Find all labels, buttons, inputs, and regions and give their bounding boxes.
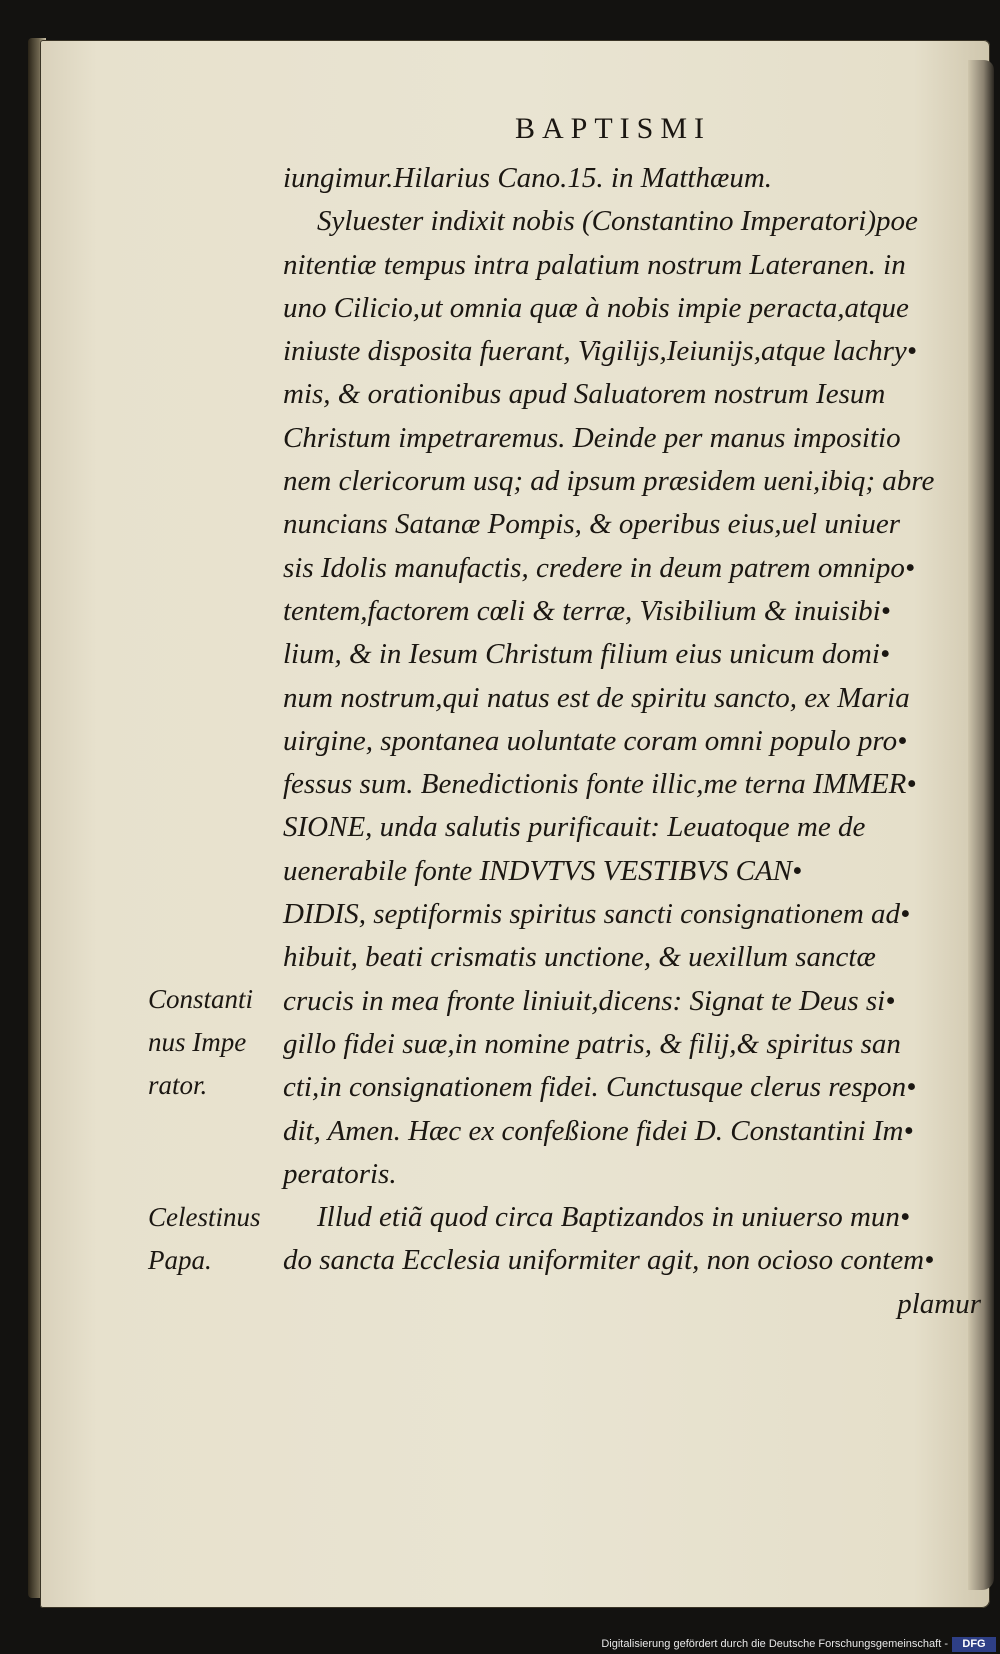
margin-note-line: rator. (148, 1070, 208, 1100)
text-line: SIONE, unda salutis purificauit: Leuatoque me de (283, 811, 866, 844)
text-line: uno Cilicio,ut omnia quæ à nobis impie peracta,atque (283, 291, 909, 324)
dfg-logo: DFG (952, 1637, 996, 1652)
text-line: fessus sum. Benedictionis fonte illic,me terna IMMER• (283, 768, 917, 801)
text-line: gillo fidei suæ,in nomine patris, & filij,& spiritus san (283, 1027, 901, 1060)
text-line: tentem,factorem cœli & terræ, Visibilium & inuisibi• (283, 594, 891, 627)
text-line: sis Idolis manufactis, credere in deum patrem omnipo• (283, 551, 915, 584)
text-line: nem clericorum usq; ad ipsum præsidem ueni,ibiq; abre (283, 465, 935, 498)
margin-note-line: nus Impe (148, 1027, 247, 1057)
text-line: lium, & in Iesum Christum filium eius unicum domi• (283, 638, 891, 671)
catchword: plamur (897, 1287, 981, 1320)
text-line: do sancta Ecclesia uniformiter agit, non ocioso contem• (283, 1244, 935, 1277)
text-line: nuncians Satanæ Pompis, & operibus eius,uel uniuer (283, 508, 901, 541)
margin-note-line: Papa. (148, 1245, 212, 1275)
text-line: DIDIS, septiformis spiritus sancti consignationem ad• (283, 898, 911, 931)
text-line: Syluester indixit nobis (Constantino Imperatori)poe (317, 205, 918, 238)
text-line: dit, Amen. Hæc ex confeßione fidei D. Constantini Im• (283, 1114, 914, 1147)
body-text (283, 157, 983, 1326)
text-line: hibuit, beati crismatis unctione, & uexillum sanctæ (283, 941, 876, 974)
text-line: Christum impetraremus. Deinde per manus impositio (283, 421, 901, 454)
text-line: iniuste disposita fuerant, Vigilijs,Ieiunijs,atque lachry• (283, 335, 917, 368)
text-line: Illud etiã quod circa Baptizandos in uniuerso mun• (317, 1201, 911, 1234)
footer-credit: Digitalisierung gefördert durch die Deutsche Forschungsgemeinschaft - (601, 1638, 948, 1650)
text-line: mis, & orationibus apud Saluatorem nostrum Iesum (283, 378, 886, 411)
margin-note-constantinus (148, 978, 253, 1107)
margin-note-line: Celestinus (148, 1202, 261, 1232)
text-line: cti,in consignationem fidei. Cunctusque clerus respon• (283, 1071, 917, 1104)
margin-note-celestinus (148, 1196, 261, 1282)
text-line: crucis in mea fronte liniuit,dicens: Signat te Deus si• (283, 984, 896, 1017)
text-line: peratoris. (283, 1157, 397, 1190)
text-line: iungimur.Hilarius Cano.15. in Matthæum. (283, 162, 773, 194)
text-line: num nostrum,qui natus est de spiritu sancto, ex Maria (283, 681, 910, 714)
running-head: BAPTISMI (515, 112, 712, 145)
text-line: uenerabile fonte INDVTVS VESTIBVS CAN• (283, 854, 803, 887)
text-line: uirgine, spontanea uoluntate coram omni populo pro• (283, 724, 908, 757)
text-line: nitentiæ tempus intra palatium nostrum Lateranen. in (283, 248, 906, 281)
margin-note-line: Constanti (148, 984, 254, 1014)
